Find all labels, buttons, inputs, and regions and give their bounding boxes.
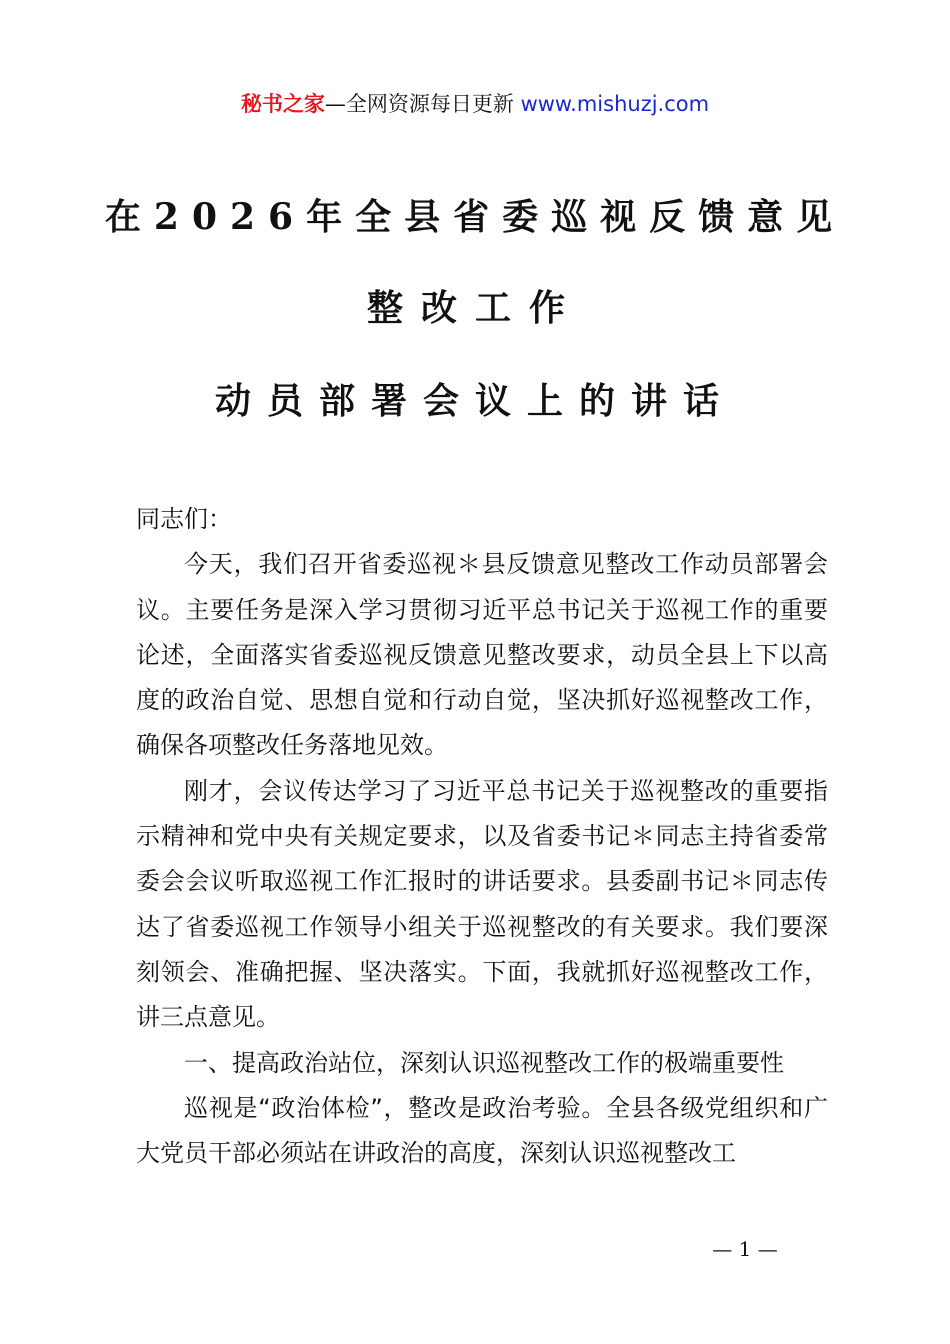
paragraph-1: 今天，我们召开省委巡视＊县反馈意见整改工作动员部署会议。主要任务是深入学习贯彻习近平总书记关于巡视工作的重要论述，全面落实省委巡视反馈意见整改要求，动员全县上下以高度的政治自觉、思想自觉和行动自觉，坚决抓好巡视整改工作，确保各项整改任务落地见效。 [136,550,828,760]
site-header [0,88,950,120]
section-heading-1: 一、提高政治站位，深刻认识巡视整改工作的极端重要性 [184,1048,784,1077]
brand-name: 秘书之家 [240,92,325,116]
title-line-2: 整改工作 [366,287,583,329]
header-tagline: —全网资源每日更新 [324,92,521,116]
page-number: — 1 — [712,1237,778,1261]
title-line-3: 动员部署会议上的讲话 [214,380,735,422]
paragraph-2: 刚才，会议传达学习了习近平总书记关于巡视整改的重要指示精神和党中央有关规定要求，以及省委书记＊同志主持省委常委会会议听取巡视工作汇报时的讲话要求。县委副书记＊同志传达了省委巡视工作领导小组关于巡视整改的有关要求。我们要深刻领会、准确把握、坚决落实。下面，我就抓好巡视整改工作，讲三点意见。 [136,776,828,1032]
salutation: 同志们： [136,505,232,533]
site-url-link[interactable]: www.mishuzj.com [520,92,710,116]
title-line-1: 在2026年全县省委巡视反馈意见 [104,196,846,238]
paragraph-3: 巡视是“政治体检”，整改是政治考验。全县各级党组织和广大党员干部必须站在讲政治的高度，深刻认识巡视整改工 [136,1093,828,1168]
speech-body [136,497,828,1176]
